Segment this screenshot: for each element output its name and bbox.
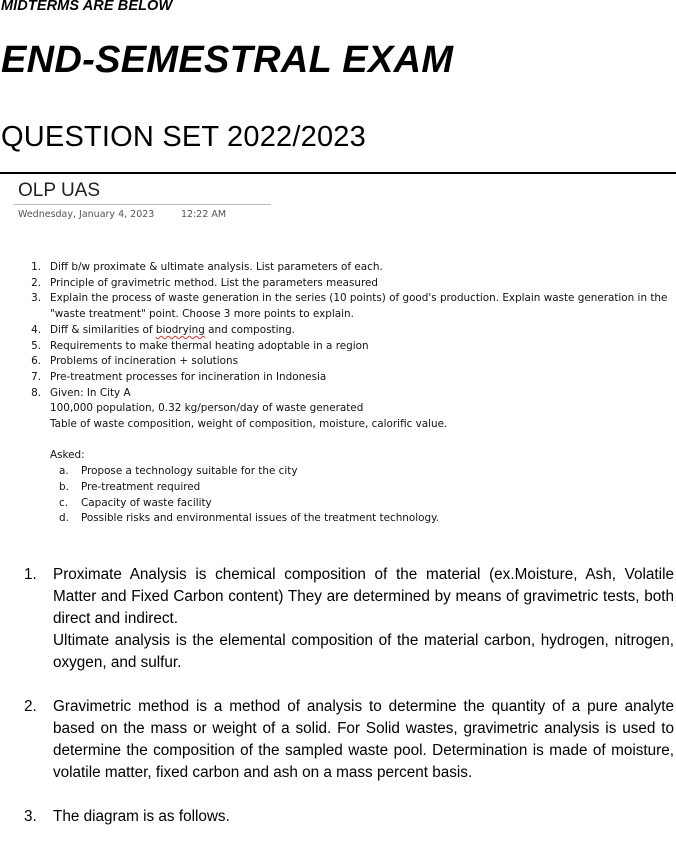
- answer-number: 1.: [24, 566, 37, 583]
- asked-text: Pre-treatment required: [81, 480, 201, 493]
- question-number: 8.: [31, 386, 41, 399]
- asked-text: Possible risks and environmental issues of the treatment technology.: [81, 512, 440, 525]
- asked-letter: c.: [59, 496, 69, 509]
- question-item: [25, 339, 675, 355]
- question-text: Table of waste composition, weight of composition, moisture, calorific value.: [50, 418, 448, 431]
- question-item: [25, 370, 675, 386]
- question-text: Requirements to make thermal heating adoptable in a region: [50, 339, 369, 352]
- question-text-before: Diff & similarities of: [50, 323, 156, 336]
- answer-item: [24, 806, 674, 828]
- question-number: 3.: [31, 292, 41, 305]
- asked-text: Propose a technology suitable for the city: [81, 465, 298, 478]
- answer-list: [24, 564, 674, 850]
- question-number: 2.: [31, 276, 41, 289]
- note-time: 12:22 AM: [181, 209, 227, 220]
- question-number: 7.: [31, 370, 41, 383]
- answer-paragraph: Gravimetric method is a method of analysis to determine the quantity of a pure analyte based on the mass or weight of a solid. For Solid wastes, gravimetric analysis is used to determine the composition of the sampled waste pool. Determination is made of moisture, volatile matter, fixed carbon and ash on a mass percent basis.: [53, 698, 674, 781]
- asked-item: [25, 464, 675, 480]
- spellcheck-marked-word: biodrying: [155, 323, 205, 336]
- question-number: 6.: [31, 355, 41, 368]
- page-title: END-SEMESTRAL EXAM: [1, 39, 454, 81]
- question-item: [25, 386, 675, 433]
- question-text: Pre-treatment processes for incineration in Indonesia: [50, 370, 327, 383]
- question-text: [50, 324, 295, 336]
- note-title-underline: [13, 204, 271, 205]
- question-number: 5.: [31, 339, 41, 352]
- answer-paragraph: Proximate Analysis is chemical composition of the material (ex.Moisture, Ash, Volatile Matter and Fixed Carbon content) They are determined by means of gravimetric tests, both direct and indirect.: [53, 566, 674, 627]
- asked-letter: d.: [59, 512, 69, 525]
- question-item: [25, 354, 675, 370]
- answer-number: 3.: [24, 808, 37, 825]
- question-text: Principle of gravimetric method. List the parameters measured: [50, 276, 378, 289]
- asked-letter: a.: [59, 465, 69, 478]
- question-text: Problems of incineration + solutions: [50, 355, 238, 368]
- asked-text: Capacity of waste facility: [81, 496, 212, 509]
- asked-letter: b.: [59, 480, 69, 493]
- question-list: [25, 260, 675, 527]
- answer-paragraph: Ultimate analysis is the elemental composition of the material carbon, hydrogen, nitrogen, oxygen, and sulfur.: [53, 632, 674, 671]
- question-screenshot: [7, 176, 671, 536]
- answer-paragraph: The diagram is as follows.: [53, 808, 230, 825]
- question-item: [25, 291, 675, 322]
- answer-item: [24, 564, 674, 674]
- question-item: [25, 276, 675, 292]
- asked-item: [25, 496, 675, 512]
- question-text-after: and composting.: [204, 323, 295, 336]
- midterms-note: MIDTERMS ARE BELOW: [1, 0, 173, 14]
- question-text: Diff b/w proximate & ultimate analysis. List parameters of each.: [50, 261, 383, 273]
- asked-item: [25, 511, 675, 527]
- asked-item: [25, 480, 675, 496]
- question-text: Given: In City A: [50, 386, 131, 399]
- page-subtitle: QUESTION SET 2022/2023: [1, 121, 366, 153]
- horizontal-divider: [0, 172, 676, 174]
- question-text: 100,000 population, 0.32 kg/person/day of waste generated: [50, 402, 364, 415]
- question-item: [25, 323, 675, 339]
- answer-item: [24, 696, 674, 784]
- answer-number: 2.: [24, 698, 37, 715]
- question-number: 1.: [31, 261, 41, 273]
- question-number: 4.: [31, 323, 41, 336]
- note-date: Wednesday, January 4, 2023: [18, 209, 155, 220]
- question-item: [25, 260, 675, 276]
- asked-label: Asked:: [50, 449, 85, 462]
- question-text: Explain the process of waste generation in the series (10 points) of good's production. Explain waste generation in the "waste treatment" point. Choose 3 more points to explain.: [50, 292, 668, 321]
- note-title: OLP UAS: [18, 180, 101, 201]
